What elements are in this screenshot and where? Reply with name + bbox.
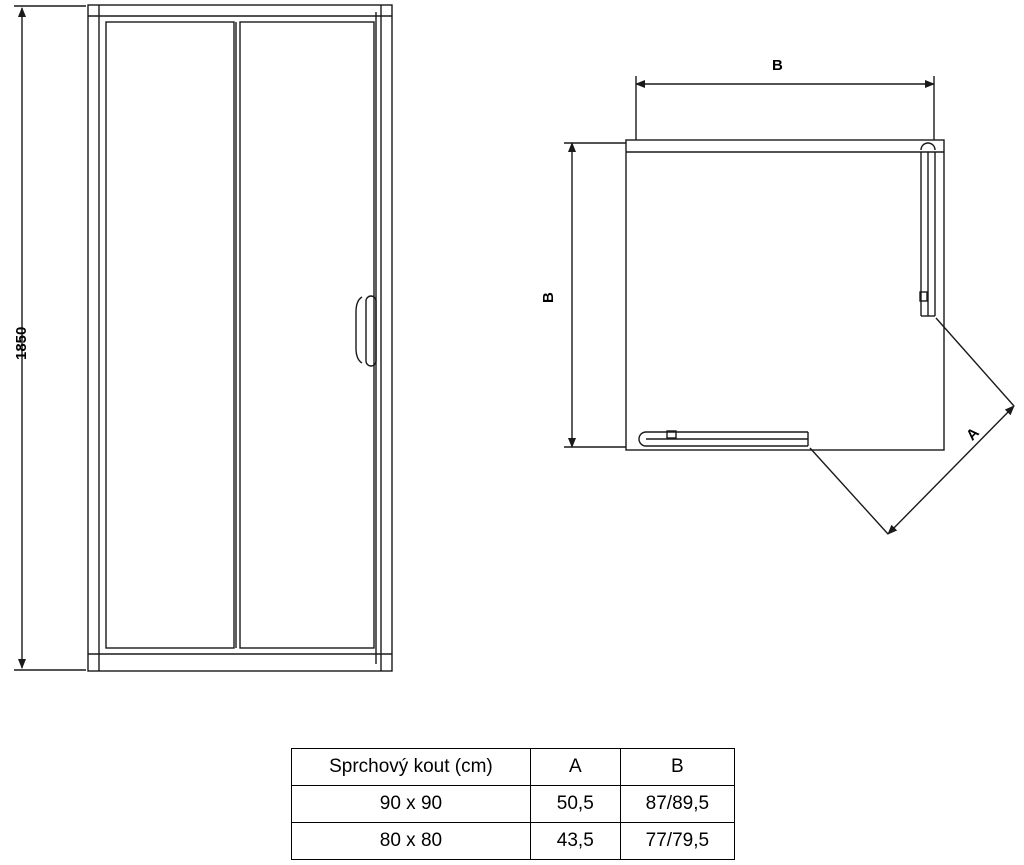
table-row	[292, 786, 735, 823]
cell-size: 90 x 90	[292, 786, 531, 823]
plan-depth-label-b: B	[540, 292, 557, 303]
plan-width-label-b: B	[772, 57, 783, 74]
top-plan-view	[626, 140, 1014, 534]
header-b: B	[620, 749, 734, 786]
header-product: Sprchový kout (cm)	[292, 749, 531, 786]
cell-a: 50,5	[530, 786, 620, 823]
cell-b: 77/79,5	[620, 823, 734, 860]
table-header-row	[292, 749, 735, 786]
dimensions-table	[291, 748, 735, 860]
front-elevation-view	[88, 5, 392, 671]
header-a: A	[530, 749, 620, 786]
depth-dimension-b	[564, 143, 626, 447]
table-row	[292, 823, 735, 860]
cell-a: 43,5	[530, 823, 620, 860]
plan-diagonal-label-a: A	[963, 424, 983, 445]
cell-b: 87/89,5	[620, 786, 734, 823]
cell-size: 80 x 80	[292, 823, 531, 860]
front-height-label: 1850	[13, 326, 30, 360]
width-dimension-b	[636, 76, 934, 140]
